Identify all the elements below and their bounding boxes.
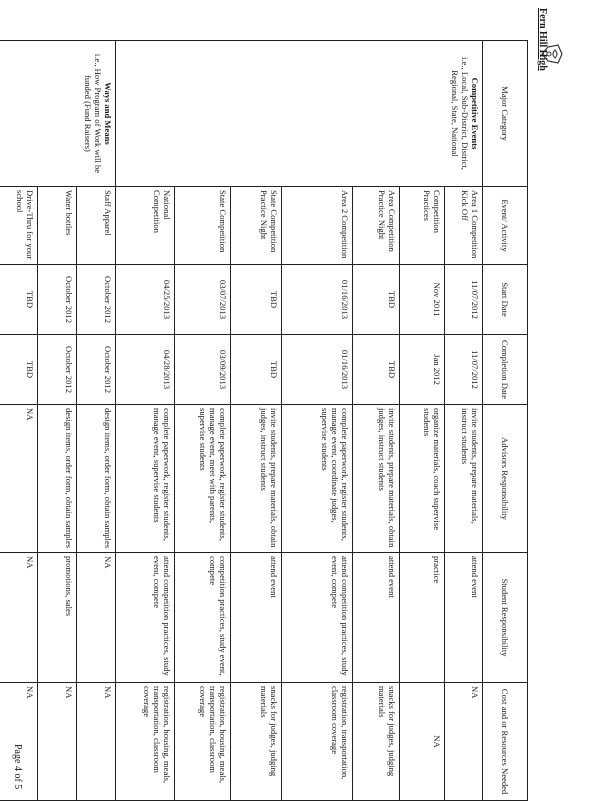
category-subtitle: i.e., Local, Sub-District, District, Regional, State, National	[449, 57, 470, 170]
student-cell: attend event	[353, 553, 400, 683]
start-date-cell: October 2012	[77, 265, 116, 335]
event-cell: Drive-Thru for your school	[0, 187, 38, 265]
student-cell: attend competition practices, study event, compete	[282, 553, 353, 683]
col-major-category: Major Category	[483, 41, 528, 187]
event-cell: Area 2 Competition	[282, 187, 353, 265]
event-cell: Water bottles	[38, 187, 77, 265]
completion-date-cell: October 2012	[38, 335, 77, 405]
category-cell-competitive-events	[116, 41, 483, 187]
start-date-cell: October 2012	[38, 265, 77, 335]
start-date-cell: 11/07/2012	[445, 265, 483, 335]
col-cost-resources: Cost and or Resources Needed	[483, 683, 528, 801]
student-cell: attend event	[445, 553, 483, 683]
cost-cell: NA	[77, 683, 116, 801]
completion-date-cell: 11/07/2012	[445, 335, 483, 405]
start-date-cell: Nov 2011	[400, 265, 445, 335]
category-title: Competitive Events	[470, 77, 480, 150]
event-cell: Competition Practices	[400, 187, 445, 265]
completion-date-cell: October 2012	[77, 335, 116, 405]
col-event-activity: Event/ Activity	[483, 187, 528, 265]
completion-date-cell: 03/09/2013	[175, 335, 231, 405]
rotated-table-frame	[3, 8, 548, 800]
category-cell-ways-and-means	[0, 41, 116, 187]
cost-cell: registration, transportation, classroom coverage	[282, 683, 353, 801]
event-cell: Area Competition Practice Night	[353, 187, 400, 265]
student-cell: NA	[0, 553, 38, 683]
student-cell: promotions, sales	[38, 553, 77, 683]
advisor-cell: design items, order form, obtain samples	[38, 405, 77, 553]
table-row	[77, 41, 116, 801]
completion-date-cell: 04/28/2013	[116, 335, 175, 405]
col-student-responsibility: Student Responsibility	[483, 553, 528, 683]
start-date-cell: 03/07/2013	[175, 265, 231, 335]
start-date-cell: TBD	[0, 265, 38, 335]
event-cell: Area 1 Competition Kick Off	[445, 187, 483, 265]
col-completion-date: Completion Date	[483, 335, 528, 405]
student-cell: practice	[400, 553, 445, 683]
advisor-cell: organize materials, coach supervise students	[400, 405, 445, 553]
student-cell: competition practices, study event, compete	[175, 553, 231, 683]
event-cell: National Competition	[116, 187, 175, 265]
cost-cell: NA	[38, 683, 77, 801]
student-cell: attend competition practices, study event, compete	[116, 553, 175, 683]
cost-cell: snacks for judges, judging materials	[353, 683, 400, 801]
start-date-cell: TBD	[353, 265, 400, 335]
advisor-cell: complete paperwork, register students, manage event, supervise students	[116, 405, 175, 553]
start-date-cell: TBD	[231, 265, 282, 335]
event-cell: State Competition	[175, 187, 231, 265]
completion-date-cell: 01/16/2013	[282, 335, 353, 405]
cost-cell: NA	[400, 683, 445, 801]
cost-cell: registration, housing, meals, transportation, classroom coverage	[116, 683, 175, 801]
advisor-cell: complete paperwork, register students, manage event, coordinate judges, supervise students	[282, 405, 353, 553]
advisor-cell: invite students, prepare materials, instruct students	[445, 405, 483, 553]
cost-cell: NA	[445, 683, 483, 801]
event-cell: State Competition Practice Night	[231, 187, 282, 265]
start-date-cell: 04/25/2013	[116, 265, 175, 335]
start-date-cell: 01/16/2013	[282, 265, 353, 335]
cost-cell: snacks for judges, judging materials	[231, 683, 282, 801]
cost-cell: NA	[0, 683, 38, 801]
col-start-date: Start Date	[483, 265, 528, 335]
col-advisors-responsibility: Advisors Responsibility	[483, 405, 528, 553]
student-cell: NA	[77, 553, 116, 683]
table-row	[445, 41, 483, 801]
completion-date-cell: Jan 2012	[400, 335, 445, 405]
completion-date-cell: TBD	[353, 335, 400, 405]
table-header-row	[483, 41, 528, 801]
cost-cell: registration, housing, meals, transportation, classroom coverage	[175, 683, 231, 801]
advisor-cell: invite students, prepare materials, obtain judges, instruct students	[353, 405, 400, 553]
category-title: Ways and Means	[103, 82, 113, 145]
event-cell: Staff Apparel	[77, 187, 116, 265]
advisor-cell: complete paperwork, register students, manage event, meet with parents, supervise students	[175, 405, 231, 553]
completion-date-cell: TBD	[231, 335, 282, 405]
advisor-cell: NA	[0, 405, 38, 553]
student-cell: attend event	[231, 553, 282, 683]
completion-date-cell: TBD	[0, 335, 38, 405]
category-subtitle: i.e., How Program of Work will be funded (Fund Raisers)	[82, 53, 103, 174]
page-number: Page 4 of 5	[12, 744, 23, 790]
school-name: Fern Hill High	[537, 8, 548, 71]
advisor-cell: design items, order form, obtain samples	[77, 405, 116, 553]
program-of-work-table	[0, 40, 528, 801]
advisor-cell: invite students, prepare materials, obtain judges, instruct students	[231, 405, 282, 553]
